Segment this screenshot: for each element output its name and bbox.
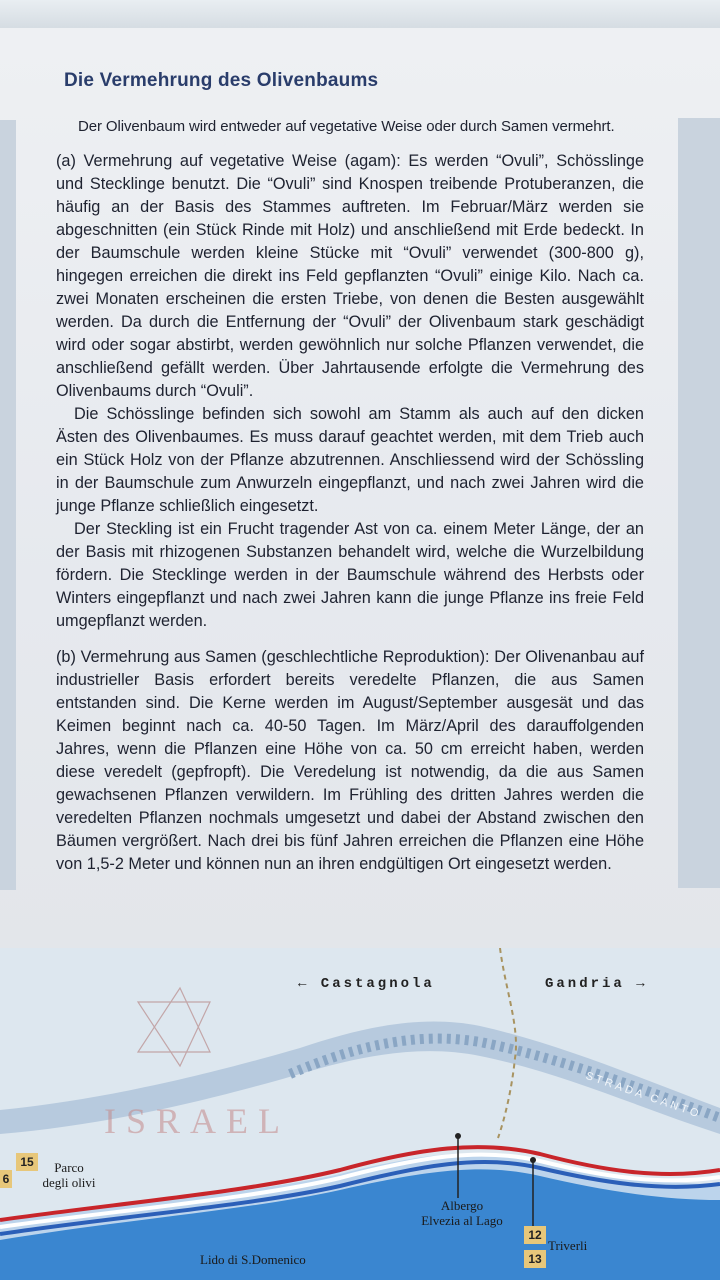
marker-dot-albergo — [455, 1133, 461, 1139]
label-albergo-elvezia: Albergo Elvezia al Lago — [421, 1198, 503, 1228]
section-a-paragraph-3: Der Steckling ist ein Frucht tragender Ast von ca. einem Meter Länge, der an der Basis mit rhizogenen Substanzen behandelt wird, welche die Wurzelbildung fördern. Die Stecklinge werden in der Baumschule während des Herbsts oder Winters eingepflanzt und nach zwei Jahren kann die junge Pflanze ins freie Feld umgepflanzt werden. — [56, 520, 644, 630]
label-parco-degli-olivi: Parco degli olivi — [42, 1160, 96, 1190]
sign-title: Die Vermehrung des Olivenbaums — [64, 70, 379, 91]
direction-castagnola: ← Castagnola — [298, 976, 435, 992]
section-a-paragraph-1: (a) Vermehrung auf vegetative Weise (agam): Es werden “Ovuli”, Schösslinge und Stecklinge benutzt. Die “Ovuli” sind Knospen treibende Protuberanzen, die häufig an der Basis des Stammes auftreten. Im Februar/März werden sie abgeschnitten (ein Stück Rinde mit Holz) und anschließend mit Erde bedeckt. In der Baumschule werden kleine Stücke mit “Ovuli” verwendet (300-800 g), hingegen erreichen die direkt ins Feld gepflanzten “Ovuli” einige Kilo. Nach ca. zwei Monaten erscheinen die ersten Triebe, von denen die Besten ausgewählt werden. Da durch die Entfernung der “Ovuli” der Olivenbaum stark geschädigt wird oder sogar abstirbt, werden gewöhnlich nur solche Pflanzen verwendet, die anschließend gefällt werden. Über Jahrtausende erfolgte die Vermehrung des Olivenbaums durch “Ovuli”. — [56, 152, 644, 400]
badge-6: 6 — [0, 1170, 12, 1188]
sign-intro: Der Olivenbaum wird entweder auf vegetative Weise oder durch Samen vermehrt. — [78, 118, 615, 135]
map-panel — [0, 948, 720, 1280]
section-a-paragraph-2: Die Schösslinge befinden sich sowohl am Stamm als auch auf den dicken Ästen des Olivenbaumes. Es muss darauf geachtet werden, mit dem Trieb auch ein Stück Holz von der Pflanze abzutrennen. Anschliessend wird der Schössling in der Baumschule zum Anwurzeln eingepflanzt, und nach zwei Jahren wird die junge Pflanze schließlich eingesetzt. — [56, 405, 644, 515]
section-a — [56, 150, 644, 633]
badge-12: 12 — [524, 1226, 546, 1244]
label-triverli: Triverli — [548, 1238, 588, 1253]
section-b — [56, 646, 644, 876]
section-b-paragraph: (b) Vermehrung aus Samen (geschlechtliche Reproduktion): Der Olivenanbau auf industrieller Basis erfordert bereits veredelte Pflanzen, die aus Samen entstanden sind. Die Kerne werden im August/September ausgesät und das Keimen beginnt nach ca. 40-50 Tagen. Im März/April des darauffolgenden Jahres, wenn die Pflanzen eine Höhe von ca. 50 cm erreicht haben, werden diese veredelt (gepfropft). Die Veredelung ist notwendig, da die aus Samen gewachsenen Pflanzen verwildern. Im Frühling des dritten Jahres werden die veredelten Pflanzen nochmals umgesetzt und dabei der Abstand zwischen den Bäumen vergrößert. Nach drei bis fünf Jahren erreichen die Pflanzen eine Höhe von 1,5-2 Meter und können nun an ihren endgültigen Ort eingesetzt werden. — [56, 648, 644, 873]
board-right-stripe — [678, 118, 720, 888]
badge-13: 13 — [524, 1250, 546, 1268]
badge-15: 15 — [16, 1153, 38, 1171]
graffiti-text: ISRAEL — [104, 1101, 290, 1141]
graffiti-star — [138, 988, 210, 1066]
road-label: STRADA CANTO — [584, 1070, 703, 1121]
marker-dot-triverli — [530, 1157, 536, 1163]
board-left-stripe — [0, 120, 16, 890]
direction-gandria: Gandria → — [545, 976, 648, 992]
label-lido-di-s-domenico: Lido di S.Domenico — [200, 1252, 306, 1267]
